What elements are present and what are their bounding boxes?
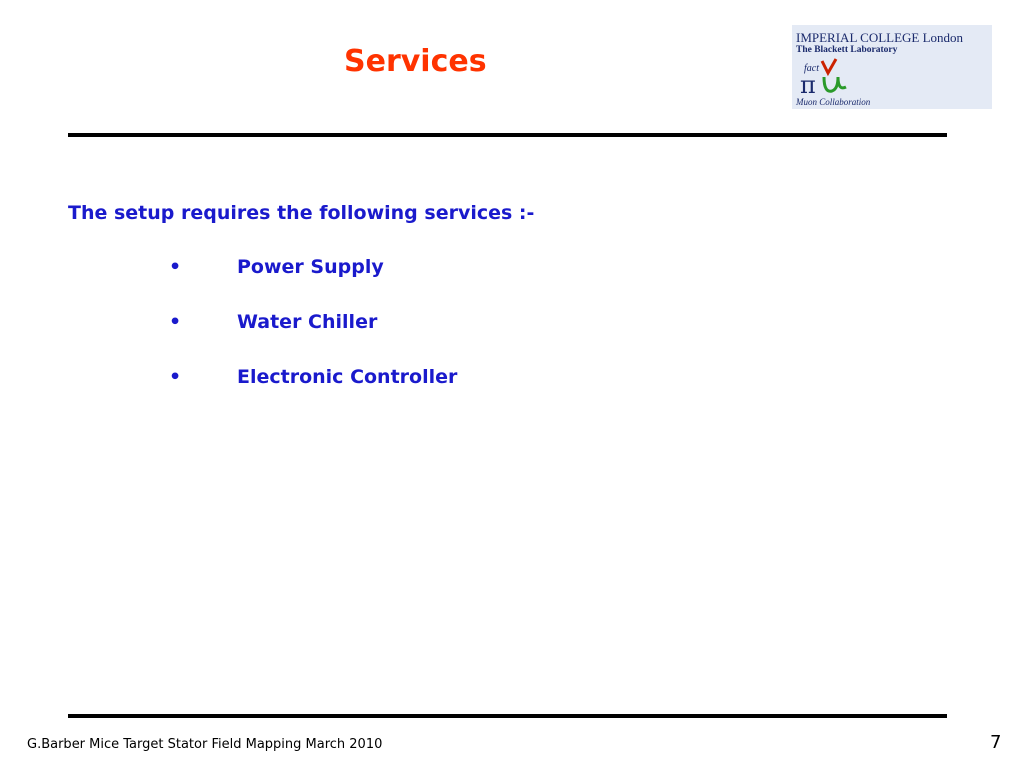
bottom-divider	[68, 714, 947, 718]
intro-text: The setup requires the following services :-	[68, 202, 535, 224]
list-item-text: Water Chiller	[237, 311, 378, 333]
muon-collaboration-emblem-icon	[794, 55, 864, 99]
imperial-college-logo	[792, 25, 992, 109]
logo-graphic-text: fact	[804, 63, 819, 74]
top-divider	[68, 133, 947, 137]
bullet-icon: •	[169, 256, 182, 278]
slide-title: Services	[344, 44, 487, 79]
logo-college-name: IMPERIAL COLLEGE London	[796, 30, 964, 45]
page-number: 7	[990, 732, 1002, 753]
svg-text:π: π	[800, 71, 816, 99]
logo-laboratory-name: The Blackett Laboratory	[796, 45, 898, 55]
bullet-icon: •	[169, 366, 182, 388]
logo-collaboration-name: Muon Collaboration	[796, 97, 871, 107]
list-item-text: Electronic Controller	[237, 366, 458, 388]
bullet-icon: •	[169, 311, 182, 333]
list-item-text: Power Supply	[237, 256, 384, 278]
footer-text: G.Barber Mice Target Stator Field Mapping March 2010	[27, 737, 383, 752]
